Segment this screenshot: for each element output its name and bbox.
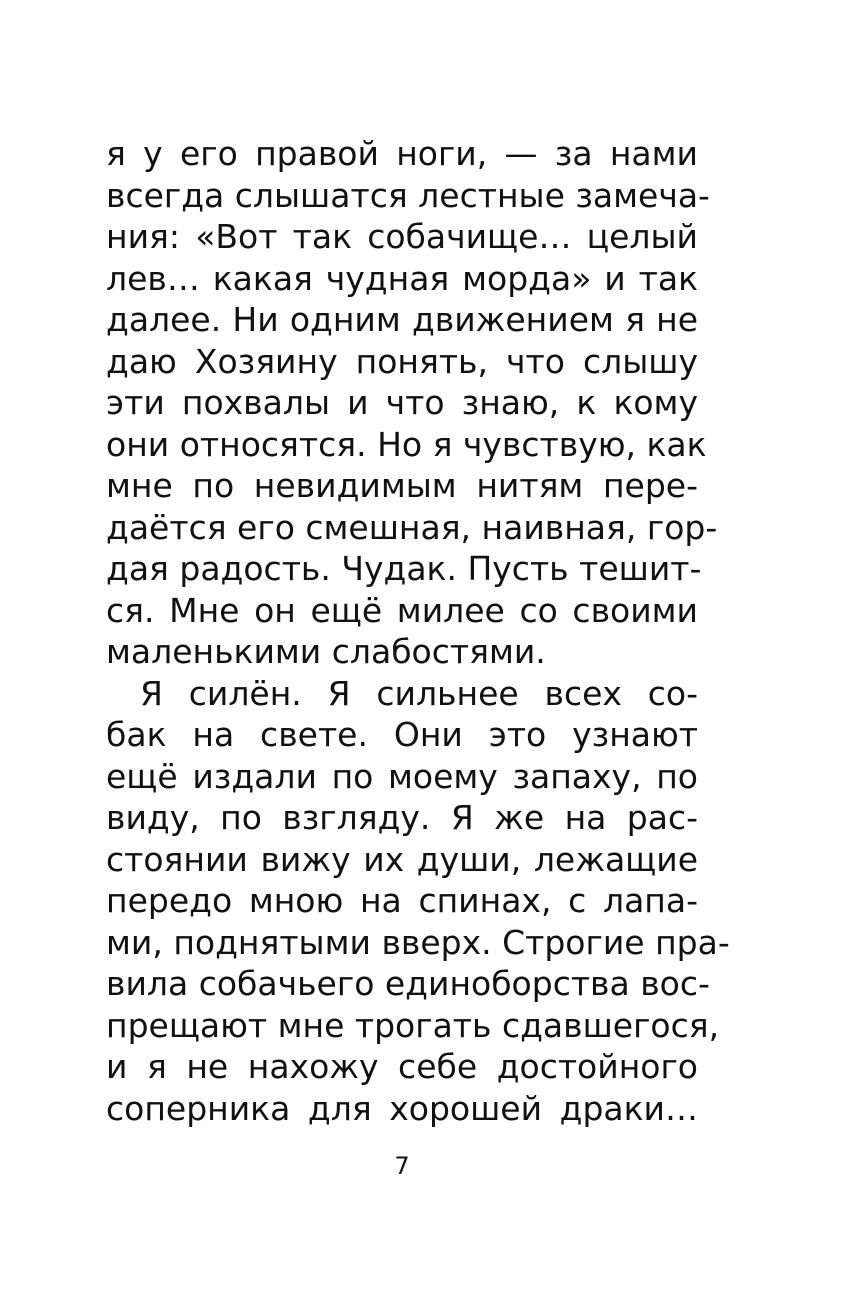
text-line: даю Хозяину понять, что слышу [106, 341, 698, 381]
text-line: даётся его смешная, наивная, гор- [106, 507, 718, 547]
text-line: дая радость. Чудак. Пусть тешит- [106, 549, 702, 588]
text-line: виду, по взгляду. Я же на рас- [106, 798, 698, 837]
text-line: маленькими слабостями. [106, 632, 546, 671]
text-line: соперника для хорошей драки… [106, 1088, 698, 1128]
text-line: стоянии вижу их души, лежащие [106, 839, 698, 879]
paragraph-1 [106, 133, 718, 673]
text-line: прещают мне трогать сдавшегося, [106, 1005, 720, 1045]
text-line: лев… какая чудная морда» и так [106, 258, 698, 298]
page-number: 7 [394, 1152, 410, 1180]
text-line: передо мною на спинах, с лапа- [106, 881, 698, 920]
text-line: мне по невидимым нитям пере- [106, 466, 698, 505]
text-line: далее. Ни одним движением я не [106, 300, 698, 339]
text-line: ния: «Вот так собачище… целый [106, 217, 698, 256]
text-line: Я силён. Я сильнее всех со- [140, 673, 698, 713]
text-line: всегда слышатся лестные замеча- [106, 175, 710, 215]
text-line: они относятся. Но я чувствую, как [106, 424, 707, 464]
text-line: ми, поднятыми вверх. Строгие пра- [106, 922, 730, 962]
text-line: и я не нахожу себе достойного [106, 1047, 698, 1086]
text-line: ещё издали по моему запаху, по [106, 756, 698, 796]
text-line: ся. Мне он ещё милее со своими [106, 590, 698, 630]
text-line: я у его правой ноги, — за нами [106, 134, 698, 173]
paragraph-2 [106, 673, 730, 1130]
text-line: вила собачьего единоборства вос- [106, 964, 710, 1003]
text-line: эти похвалы и что знаю, к кому [106, 383, 698, 422]
body-text [106, 133, 730, 1129]
text-line: бак на свете. Они это узнают [106, 715, 698, 754]
